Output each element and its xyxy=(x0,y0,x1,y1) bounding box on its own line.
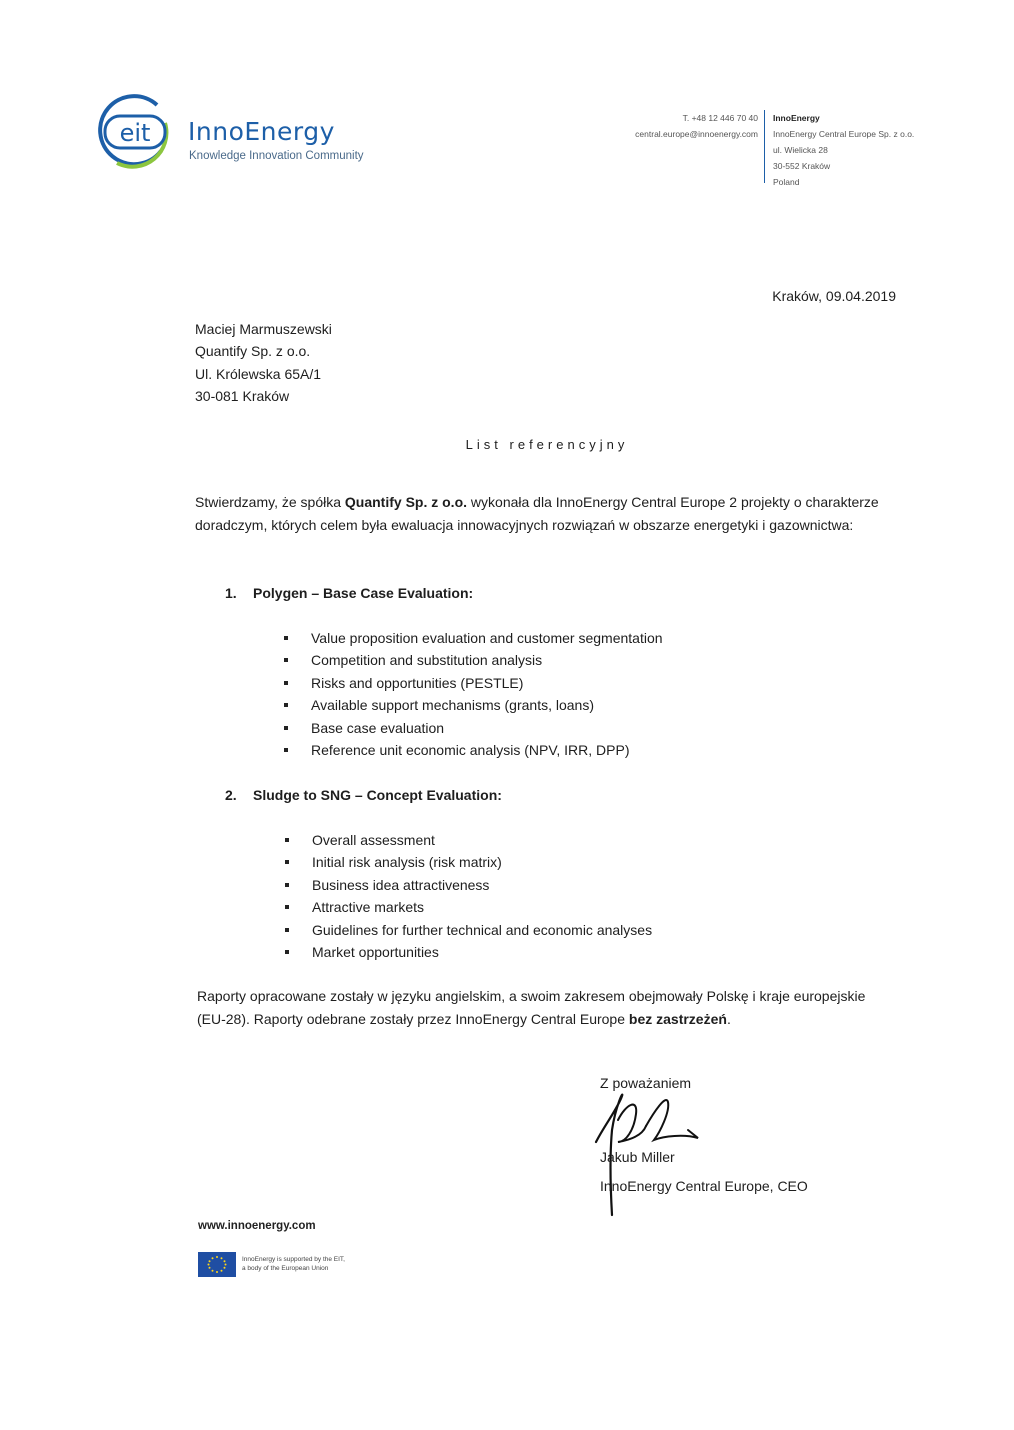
eit-logo-mark xyxy=(95,93,177,171)
eit-logo-text: eit xyxy=(119,119,151,147)
project-number: 1. xyxy=(225,585,237,601)
contact-phone-email xyxy=(538,110,758,142)
closing-text: Raporty opracowane zostały w języku angielskim, a swoim zakresem obejmowały Polskę i kraje europejskie (EU-28). Raporty odebrane zostały przez InnoEnergy Central Europe xyxy=(197,988,866,1027)
contact-address-line: ul. Wielicka 28 xyxy=(773,145,828,155)
logo-wordmark: InnoEnergy xyxy=(188,117,335,146)
project-number: 2. xyxy=(225,787,237,803)
letter-subject: List referencyjny xyxy=(465,437,629,452)
website-link[interactable]: www.innoenergy.com xyxy=(198,1220,316,1232)
list-item: Business idea attractiveness xyxy=(285,874,652,896)
project-items xyxy=(284,627,663,761)
recipient-line: 30-081 Kraków xyxy=(195,388,290,405)
signer-name: Jakub Miller xyxy=(600,1149,675,1165)
list-item: Competition and substitution analysis xyxy=(284,649,663,671)
list-item: Overall assessment xyxy=(285,829,652,851)
project-items xyxy=(285,829,652,963)
salutation: Z poważaniem xyxy=(600,1075,692,1091)
list-item: Reference unit economic analysis (NPV, IRR, DPP) xyxy=(284,739,663,761)
closing-paragraph xyxy=(197,985,897,1030)
recipient-line: Ul. Królewska 65A/1 xyxy=(195,365,322,382)
contact-address-line: Poland xyxy=(773,177,800,187)
closing-text: . xyxy=(726,1010,731,1027)
list-item: Available support mechanisms (grants, loans) xyxy=(284,694,663,716)
closing-emphasis: bez zastrzeżeń xyxy=(628,1010,727,1027)
eu-support-line: InnoEnergy is supported by the EIT, xyxy=(242,1256,345,1263)
letter-date: Kraków, 09.04.2019 xyxy=(772,288,896,304)
list-item: Initial risk analysis (risk matrix) xyxy=(285,851,652,873)
logo-tagline: Knowledge Innovation Community xyxy=(189,150,364,162)
project-heading xyxy=(225,787,502,803)
recipient-address xyxy=(195,318,332,408)
contact-phone: T. +48 12 446 70 40 xyxy=(682,113,758,123)
contact-divider xyxy=(764,110,765,183)
intro-company: Quantify Sp. z o.o. xyxy=(344,494,468,510)
signer-title: InnoEnergy Central Europe, CEO xyxy=(600,1178,808,1194)
recipient-line: Maciej Marmuszewski xyxy=(195,321,332,337)
eu-support-text xyxy=(242,1255,345,1273)
eu-flag-icon xyxy=(198,1252,236,1277)
project-title: Polygen – Base Case Evaluation: xyxy=(253,585,474,601)
intro-paragraph xyxy=(195,491,895,536)
contact-org: InnoEnergy xyxy=(773,113,820,123)
list-item: Risks and opportunities (PESTLE) xyxy=(284,672,663,694)
contact-address-line: 30-552 Kraków xyxy=(773,161,831,171)
contact-address xyxy=(773,110,973,190)
project-title: Sludge to SNG – Concept Evaluation: xyxy=(253,787,502,803)
eu-support-line: a body of the European Union xyxy=(242,1265,329,1272)
list-item: Base case evaluation xyxy=(284,717,663,739)
list-item: Value proposition evaluation and customer segmentation xyxy=(284,627,663,649)
list-item: Attractive markets xyxy=(285,896,652,918)
list-item: Guidelines for further technical and economic analyses xyxy=(285,919,652,941)
recipient-line: Quantify Sp. z o.o. xyxy=(195,343,311,360)
project-heading xyxy=(225,585,473,601)
list-item: Market opportunities xyxy=(285,941,652,963)
contact-address-line: InnoEnergy Central Europe Sp. z o.o. xyxy=(773,129,915,139)
intro-text: Stwierdzamy, że spółka xyxy=(195,494,345,510)
intro-text: wykonała dla InnoEnergy Central Europe 2 projekty o charakterze doradczym, których celem była ewaluacja innowacyjnych rozwiązań w obszarze energetyki i gazownictwa: xyxy=(195,494,879,533)
contact-email[interactable]: central.europe@innoenergy.com xyxy=(635,129,758,139)
